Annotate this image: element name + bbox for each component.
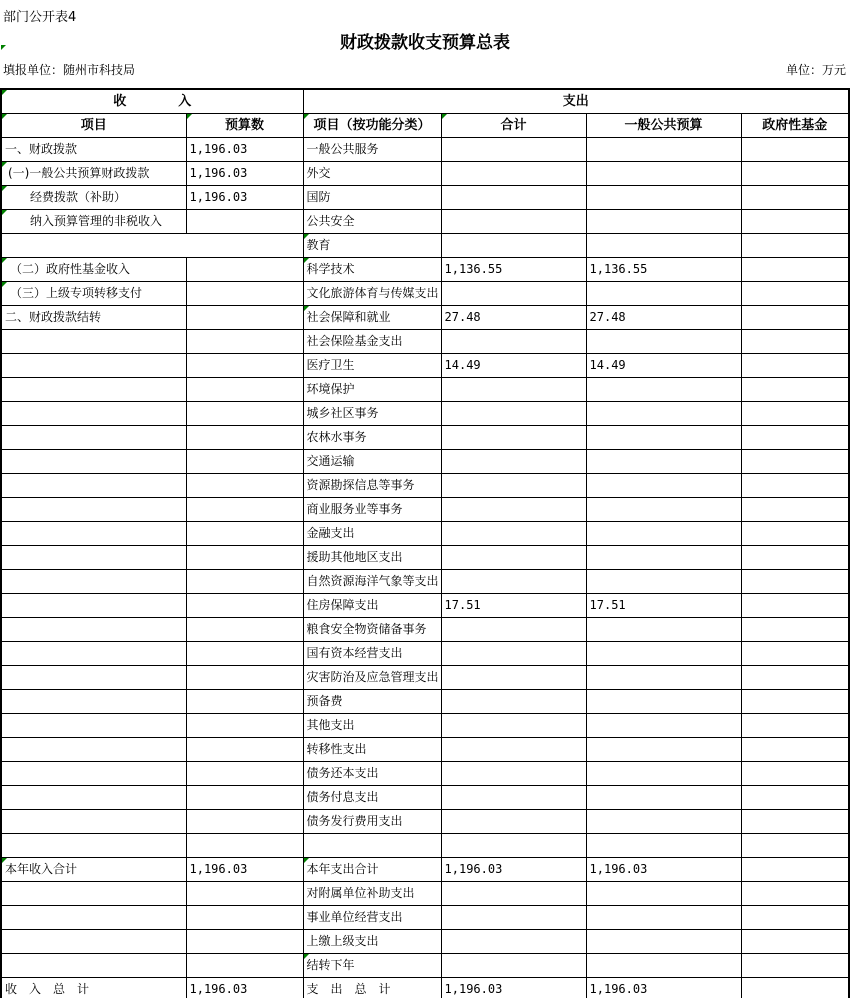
income-budget-cell [186, 738, 303, 762]
expense-general-budget-cell [586, 234, 741, 258]
expense-general-budget-cell: 1,136.55 [586, 258, 741, 282]
income-budget-cell [186, 954, 303, 978]
income-budget-cell [186, 330, 303, 354]
income-budget-cell [186, 930, 303, 954]
table-row [1, 834, 849, 858]
income-item-cell [1, 570, 186, 594]
expense-general-budget-cell [586, 642, 741, 666]
expense-total-cell [441, 450, 586, 474]
expense-item-cell: 文化旅游体育与传媒支出 [303, 282, 441, 306]
expense-item-cell: 农林水事务 [303, 426, 441, 450]
expense-general-budget-cell [586, 426, 741, 450]
expense-gov-fund-cell [741, 258, 849, 282]
expense-gov-fund-cell [741, 234, 849, 258]
expense-general-budget-cell [586, 714, 741, 738]
expense-group-header: 支出 [303, 89, 849, 114]
income-item-cell [1, 594, 186, 618]
expense-gov-fund-cell [741, 162, 849, 186]
income-item-cell: 纳入预算管理的非税收入 [1, 210, 186, 234]
expense-gov-fund-cell [741, 138, 849, 162]
expense-total-cell [441, 138, 586, 162]
income-item-cell [1, 834, 186, 858]
expense-general-budget-cell [586, 402, 741, 426]
table-row [1, 906, 849, 930]
income-budget-cell [186, 762, 303, 786]
expense-general-budget-cell: 14.49 [586, 354, 741, 378]
income-budget-cell [186, 690, 303, 714]
expense-general-budget-cell [586, 834, 741, 858]
expense-gov-fund-cell [741, 618, 849, 642]
table-row [1, 930, 849, 954]
expense-general-budget-cell: 17.51 [586, 594, 741, 618]
report-unit-label: 填报单位：随州市科技局 [3, 63, 136, 77]
unit-note-label: 单位：万元 [785, 63, 846, 77]
expense-item-cell: 社会保障和就业 [303, 306, 441, 330]
expense-general-budget-cell [586, 546, 741, 570]
income-budget-cell [186, 522, 303, 546]
expense-item-cell: 本年支出合计 [303, 858, 441, 882]
expense-item-cell: 一般公共服务 [303, 138, 441, 162]
income-item-cell [1, 498, 186, 522]
sheet-label: 部门公开表4 [3, 10, 77, 25]
table-row [1, 690, 849, 714]
expense-gov-fund-cell [741, 426, 849, 450]
table-row [1, 522, 849, 546]
expense-gov-fund-cell [741, 738, 849, 762]
income-item-cell [1, 474, 186, 498]
table-row [1, 714, 849, 738]
header-expense-item: 项目（按功能分类） [303, 114, 441, 138]
expense-gov-fund-cell [741, 570, 849, 594]
table-row [1, 330, 849, 354]
expense-general-budget-cell [586, 906, 741, 930]
income-budget-cell [186, 498, 303, 522]
expense-general-budget-cell [586, 378, 741, 402]
expense-gov-fund-cell [741, 402, 849, 426]
income-budget-cell [186, 666, 303, 690]
budget-table [0, 88, 850, 998]
income-item-cell [1, 786, 186, 810]
expense-total-cell [441, 738, 586, 762]
expense-gov-fund-cell [741, 354, 849, 378]
expense-gov-fund-cell [741, 666, 849, 690]
expense-total-cell [441, 930, 586, 954]
income-budget-cell [186, 570, 303, 594]
income-budget-cell [186, 282, 303, 306]
income-budget-cell [186, 642, 303, 666]
expense-item-cell: 资源勘探信息等事务 [303, 474, 441, 498]
income-item-cell: 二、财政拨款结转 [1, 306, 186, 330]
table-row [1, 426, 849, 450]
header-expense-total: 合计 [441, 114, 586, 138]
income-budget-cell [186, 474, 303, 498]
expense-total-cell: 1,196.03 [441, 978, 586, 998]
table-row [1, 186, 849, 210]
expense-gov-fund-cell [741, 330, 849, 354]
table-row [1, 306, 849, 330]
expense-total-cell [441, 186, 586, 210]
expense-total-cell [441, 402, 586, 426]
income-budget-cell: 1,196.03 [186, 138, 303, 162]
expense-total-cell [441, 690, 586, 714]
income-budget-cell [186, 906, 303, 930]
income-item-cell [1, 234, 303, 258]
expense-item-cell: 公共安全 [303, 210, 441, 234]
expense-item-cell: 粮食安全物资储备事务 [303, 618, 441, 642]
income-budget-cell: 1,196.03 [186, 978, 303, 998]
expense-item-cell: 科学技术 [303, 258, 441, 282]
expense-gov-fund-cell [741, 450, 849, 474]
expense-item-cell: 上缴上级支出 [303, 930, 441, 954]
income-item-cell: 本年收入合计 [1, 858, 186, 882]
expense-item-cell: 住房保障支出 [303, 594, 441, 618]
expense-item-cell: 外交 [303, 162, 441, 186]
income-budget-cell [186, 378, 303, 402]
header-expense-fund: 政府性基金 [741, 114, 849, 138]
expense-general-budget-cell [586, 882, 741, 906]
expense-item-cell: 其他支出 [303, 714, 441, 738]
expense-gov-fund-cell [741, 306, 849, 330]
income-item-cell [1, 930, 186, 954]
expense-total-cell [441, 954, 586, 978]
expense-total-cell: 14.49 [441, 354, 586, 378]
expense-gov-fund-cell [741, 714, 849, 738]
expense-general-budget-cell [586, 618, 741, 642]
expense-gov-fund-cell [741, 282, 849, 306]
expense-item-cell: 环境保护 [303, 378, 441, 402]
table-row [1, 666, 849, 690]
expense-total-cell [441, 330, 586, 354]
income-budget-cell [186, 882, 303, 906]
expense-general-budget-cell [586, 954, 741, 978]
expense-general-budget-cell [586, 162, 741, 186]
income-budget-cell [186, 258, 303, 282]
expense-gov-fund-cell [741, 954, 849, 978]
expense-gov-fund-cell [741, 858, 849, 882]
income-item-cell [1, 330, 186, 354]
expense-gov-fund-cell [741, 978, 849, 998]
expense-general-budget-cell [586, 522, 741, 546]
expense-general-budget-cell [586, 666, 741, 690]
expense-total-cell: 27.48 [441, 306, 586, 330]
table-row [1, 378, 849, 402]
expense-total-cell [441, 882, 586, 906]
income-item-cell [1, 522, 186, 546]
expense-total-cell [441, 834, 586, 858]
expense-total-cell: 17.51 [441, 594, 586, 618]
income-budget-cell [186, 714, 303, 738]
income-item-cell: 经费拨款（补助） [1, 186, 186, 210]
table-row [1, 450, 849, 474]
expense-total-cell [441, 522, 586, 546]
expense-gov-fund-cell [741, 642, 849, 666]
table-row [1, 642, 849, 666]
page-title: 财政拨款收支预算总表 [340, 33, 510, 53]
expense-general-budget-cell [586, 450, 741, 474]
expense-total-cell [441, 714, 586, 738]
table-row [1, 234, 849, 258]
expense-item-cell: 交通运输 [303, 450, 441, 474]
expense-general-budget-cell: 27.48 [586, 306, 741, 330]
expense-gov-fund-cell [741, 378, 849, 402]
income-item-cell [1, 618, 186, 642]
table-row [1, 762, 849, 786]
expense-gov-fund-cell [741, 186, 849, 210]
income-item-cell: （二）政府性基金收入 [1, 258, 186, 282]
expense-item-cell: 援助其他地区支出 [303, 546, 441, 570]
income-budget-cell: 1,196.03 [186, 858, 303, 882]
income-item-cell [1, 738, 186, 762]
expense-general-budget-cell [586, 282, 741, 306]
expense-gov-fund-cell [741, 210, 849, 234]
expense-item-cell: 对附属单位补助支出 [303, 882, 441, 906]
expense-total-cell [441, 378, 586, 402]
expense-item-cell [303, 834, 441, 858]
income-item-cell [1, 666, 186, 690]
expense-total-cell [441, 426, 586, 450]
income-item-cell [1, 378, 186, 402]
header-expense-general: 一般公共预算 [586, 114, 741, 138]
table-row [1, 810, 849, 834]
income-budget-cell [186, 210, 303, 234]
table-row [1, 618, 849, 642]
expense-item-cell: 自然资源海洋气象等支出 [303, 570, 441, 594]
expense-item-cell: 灾害防治及应急管理支出 [303, 666, 441, 690]
expense-item-cell: 金融支出 [303, 522, 441, 546]
expense-item-cell: 国防 [303, 186, 441, 210]
expense-item-cell: 债务还本支出 [303, 762, 441, 786]
expense-total-cell [441, 906, 586, 930]
expense-item-cell: 支 出 总 计 [303, 978, 441, 998]
table-row [1, 594, 849, 618]
expense-item-cell: 医疗卫生 [303, 354, 441, 378]
income-item-cell [1, 762, 186, 786]
table-row [1, 738, 849, 762]
income-budget-cell [186, 546, 303, 570]
expense-total-cell [441, 546, 586, 570]
expense-general-budget-cell: 1,196.03 [586, 858, 741, 882]
group-header-row [1, 89, 849, 114]
expense-total-cell [441, 210, 586, 234]
expense-gov-fund-cell [741, 690, 849, 714]
expense-general-budget-cell: 1,196.03 [586, 978, 741, 998]
expense-general-budget-cell [586, 738, 741, 762]
income-item-cell [1, 546, 186, 570]
income-budget-cell [186, 306, 303, 330]
header-income-budget: 预算数 [186, 114, 303, 138]
income-item-cell [1, 402, 186, 426]
expense-gov-fund-cell [741, 474, 849, 498]
column-header-row [1, 114, 849, 138]
expense-total-cell [441, 162, 586, 186]
expense-gov-fund-cell [741, 810, 849, 834]
income-item-cell [1, 714, 186, 738]
expense-total-cell [441, 474, 586, 498]
expense-general-budget-cell [586, 186, 741, 210]
table-row [1, 954, 849, 978]
income-item-cell: 收 入 总 计 [1, 978, 186, 998]
header-income-item: 项目 [1, 114, 186, 138]
table-row [1, 858, 849, 882]
expense-item-cell: 商业服务业等事务 [303, 498, 441, 522]
income-budget-cell: 1,196.03 [186, 186, 303, 210]
table-row [1, 978, 849, 998]
table-row [1, 570, 849, 594]
table-row [1, 402, 849, 426]
income-item-cell [1, 642, 186, 666]
income-budget-cell: 1,196.03 [186, 162, 303, 186]
income-group-header: 收 入 [1, 89, 303, 114]
income-item-cell [1, 354, 186, 378]
expense-item-cell: 转移性支出 [303, 738, 441, 762]
expense-item-cell: 社会保险基金支出 [303, 330, 441, 354]
income-item-cell: 一、财政拨款 [1, 138, 186, 162]
expense-gov-fund-cell [741, 930, 849, 954]
expense-item-cell: 事业单位经营支出 [303, 906, 441, 930]
income-item-cell [1, 690, 186, 714]
table-row [1, 282, 849, 306]
table-row [1, 498, 849, 522]
expense-general-budget-cell [586, 762, 741, 786]
expense-gov-fund-cell [741, 594, 849, 618]
expense-general-budget-cell [586, 570, 741, 594]
expense-general-budget-cell [586, 474, 741, 498]
expense-gov-fund-cell [741, 786, 849, 810]
expense-total-cell [441, 234, 586, 258]
income-item-cell [1, 426, 186, 450]
expense-total-cell [441, 810, 586, 834]
income-item-cell [1, 906, 186, 930]
income-budget-cell [186, 786, 303, 810]
expense-item-cell: 国有资本经营支出 [303, 642, 441, 666]
expense-general-budget-cell [586, 930, 741, 954]
expense-item-cell: 结转下年 [303, 954, 441, 978]
income-budget-cell [186, 834, 303, 858]
expense-total-cell [441, 282, 586, 306]
income-budget-cell [186, 426, 303, 450]
income-item-cell [1, 450, 186, 474]
expense-item-cell: 债务付息支出 [303, 786, 441, 810]
expense-general-budget-cell [586, 330, 741, 354]
expense-total-cell [441, 762, 586, 786]
income-item-cell [1, 882, 186, 906]
table-row [1, 546, 849, 570]
expense-item-cell: 城乡社区事务 [303, 402, 441, 426]
expense-gov-fund-cell [741, 762, 849, 786]
expense-item-cell: 教育 [303, 234, 441, 258]
expense-gov-fund-cell [741, 882, 849, 906]
income-budget-cell [186, 354, 303, 378]
expense-gov-fund-cell [741, 834, 849, 858]
expense-total-cell: 1,196.03 [441, 858, 586, 882]
table-row [1, 162, 849, 186]
expense-general-budget-cell [586, 138, 741, 162]
expense-gov-fund-cell [741, 498, 849, 522]
income-item-cell [1, 810, 186, 834]
income-budget-cell [186, 810, 303, 834]
table-row [1, 354, 849, 378]
income-item-cell [1, 954, 186, 978]
expense-total-cell [441, 666, 586, 690]
table-row [1, 210, 849, 234]
expense-gov-fund-cell [741, 546, 849, 570]
expense-gov-fund-cell [741, 906, 849, 930]
expense-general-budget-cell [586, 786, 741, 810]
expense-item-cell: 预备费 [303, 690, 441, 714]
expense-total-cell [441, 618, 586, 642]
income-budget-cell [186, 402, 303, 426]
expense-total-cell [441, 642, 586, 666]
income-budget-cell [186, 450, 303, 474]
expense-item-cell: 债务发行费用支出 [303, 810, 441, 834]
table-row [1, 138, 849, 162]
table-row [1, 258, 849, 282]
income-budget-cell [186, 594, 303, 618]
expense-gov-fund-cell [741, 522, 849, 546]
expense-general-budget-cell [586, 690, 741, 714]
table-row [1, 882, 849, 906]
expense-total-cell [441, 498, 586, 522]
expense-general-budget-cell [586, 498, 741, 522]
expense-total-cell [441, 786, 586, 810]
expense-total-cell [441, 570, 586, 594]
expense-general-budget-cell [586, 810, 741, 834]
expense-total-cell: 1,136.55 [441, 258, 586, 282]
table-row [1, 786, 849, 810]
expense-general-budget-cell [586, 210, 741, 234]
income-budget-cell [186, 618, 303, 642]
income-item-cell: (一)一般公共预算财政拨款 [1, 162, 186, 186]
table-row [1, 474, 849, 498]
income-item-cell: （三）上级专项转移支付 [1, 282, 186, 306]
